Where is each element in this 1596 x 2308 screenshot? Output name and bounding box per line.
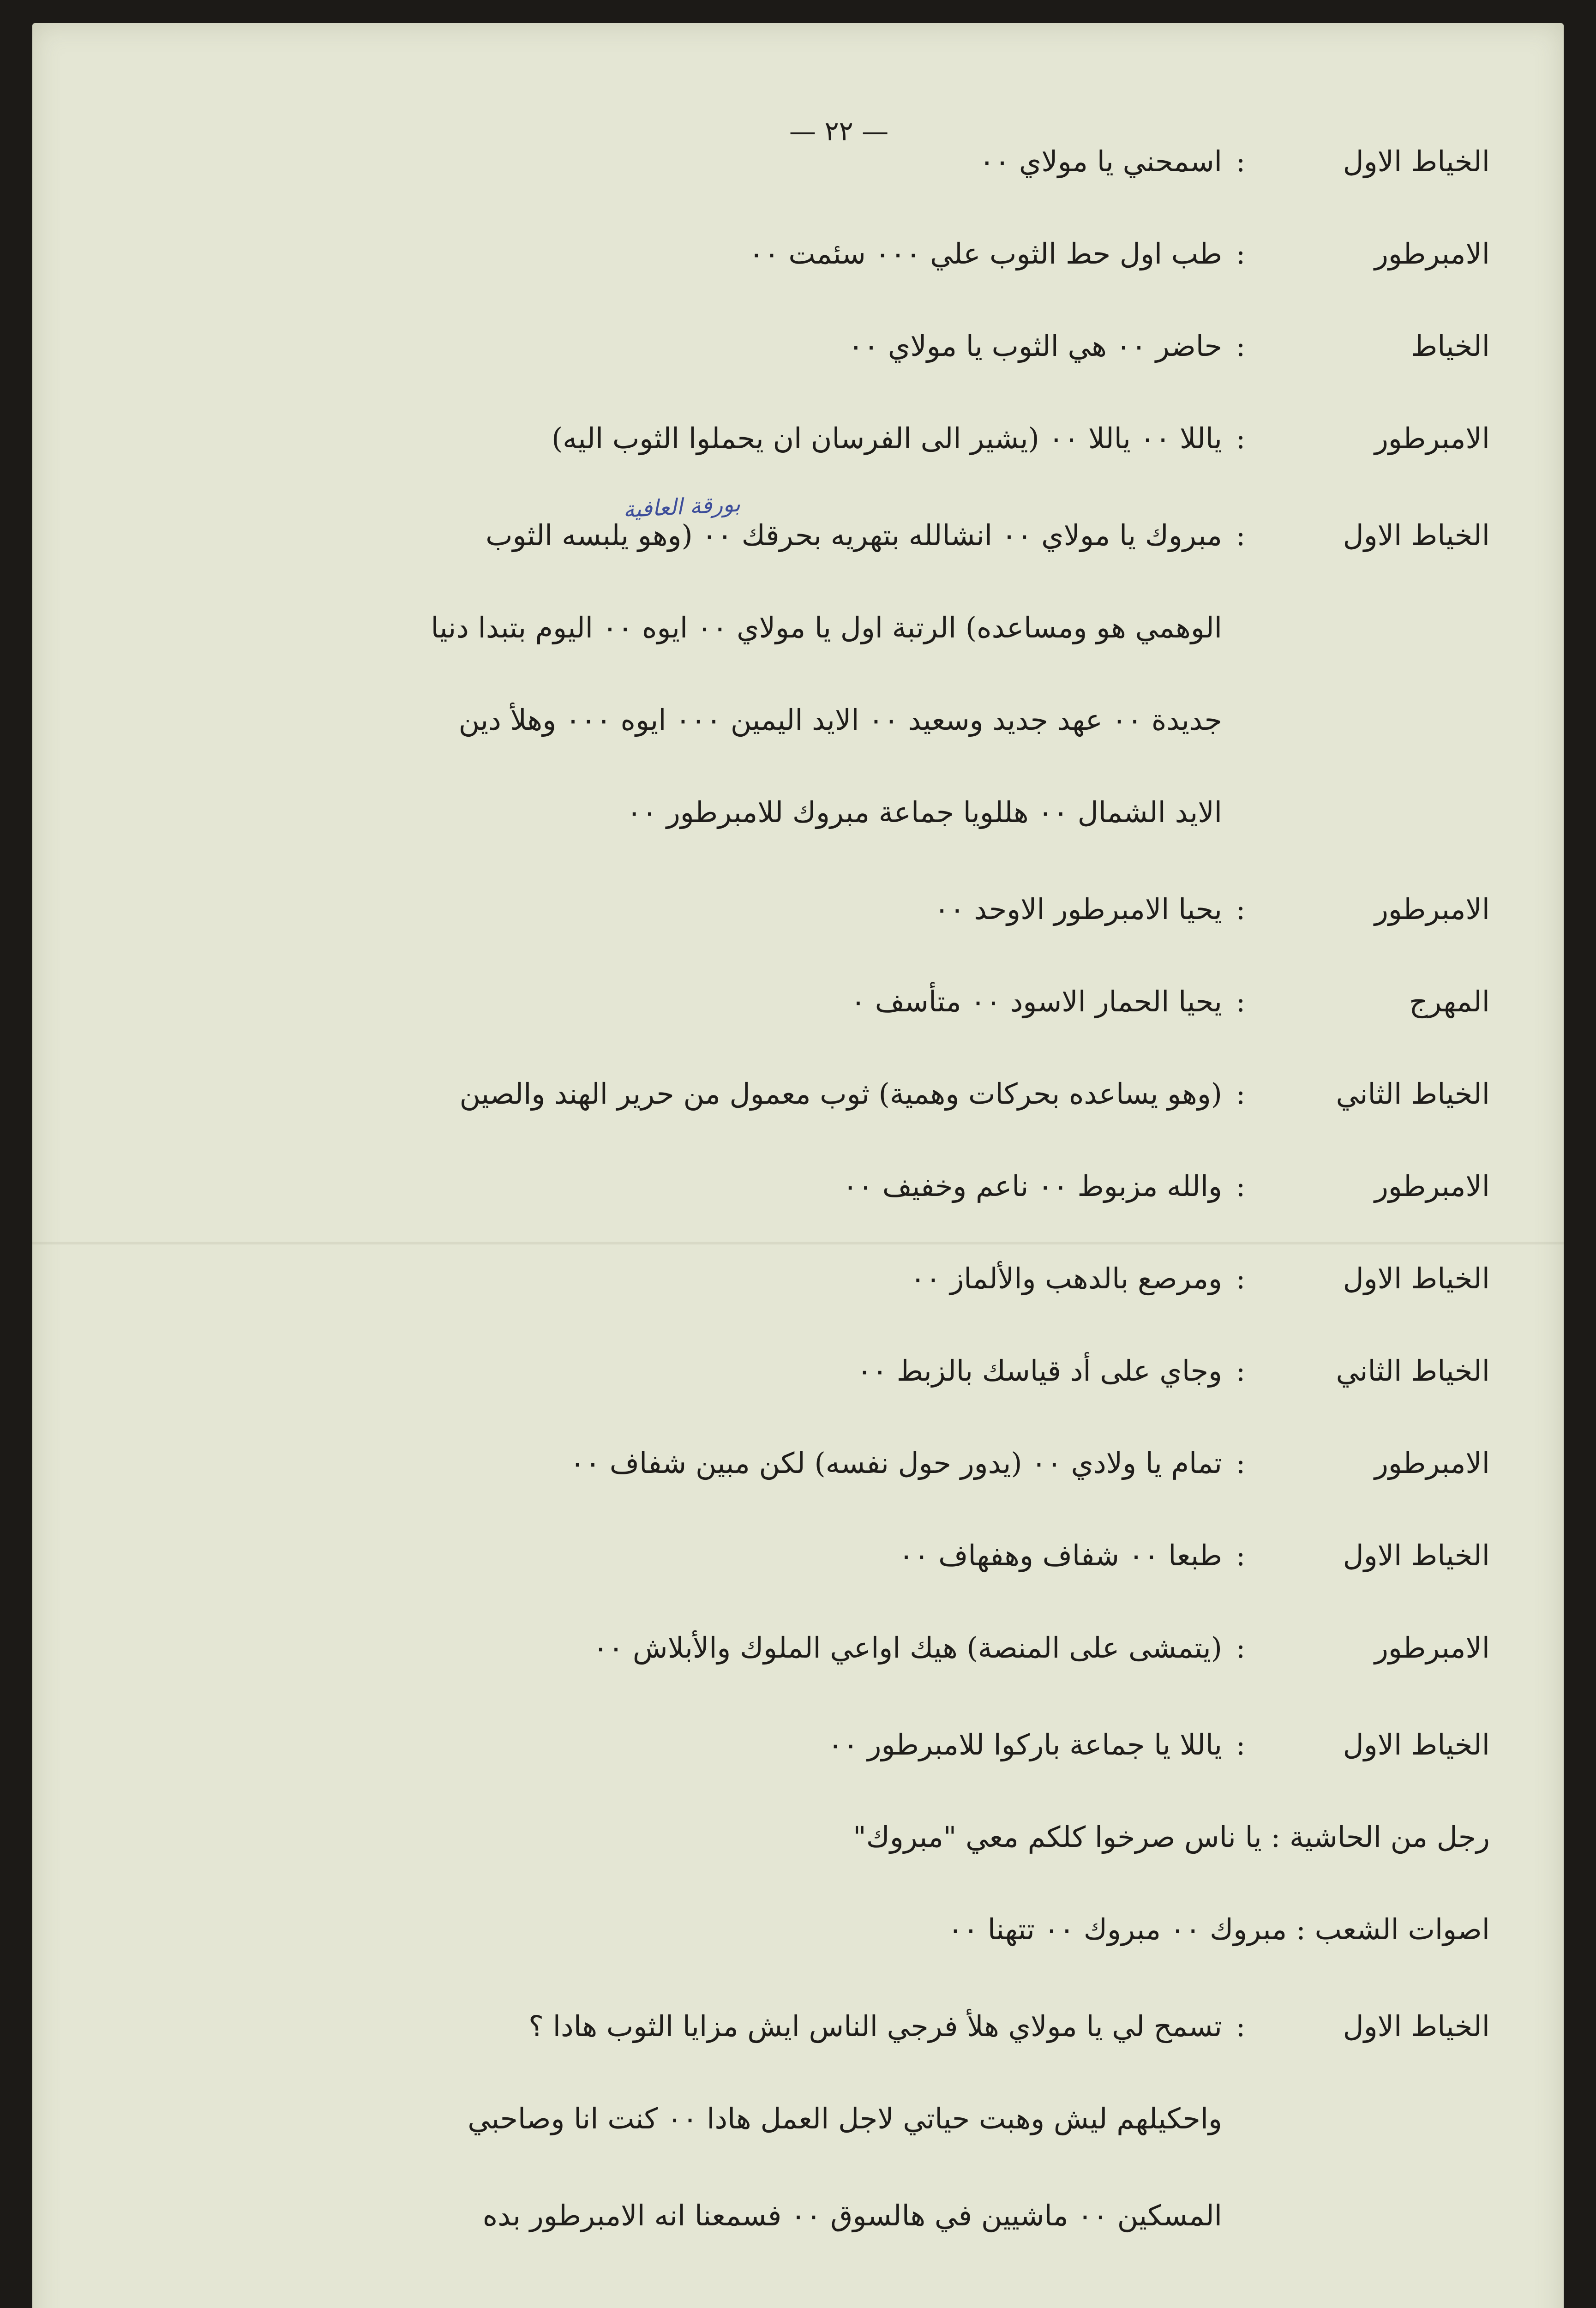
dialogue-text: ومرصع بالدهب والألماز ٠٠ [910, 1262, 1222, 1295]
script-line [32, 1251, 1564, 1306]
dialogue-text: ياللا ٠٠ ياللا ٠٠ (يشير الى الفرسان ان يحملوا الثوب اليه) [551, 421, 1222, 455]
paper-fold [32, 1242, 1564, 1244]
colon: : [1236, 421, 1246, 455]
dialogue-text: طب اول حط الثوب علي ٠٠٠ سئمت ٠٠ [749, 237, 1222, 270]
colon: : [1236, 2009, 1246, 2043]
dialogue-text: يحيا الامبرطور الاوحد ٠٠ [934, 892, 1222, 926]
script-line-continuation [32, 2188, 1564, 2243]
dialogue-text: وجاي على أد قياسك بالزبط ٠٠ [857, 1354, 1222, 1388]
speaker-name: المهرج [1409, 985, 1490, 1018]
speaker-name: الخياط الاول [1343, 1539, 1490, 1572]
script-line [32, 974, 1564, 1029]
dialogue-text: (يتمشى على المنصة) هيك اواعي الملوك والأبلاش ٠٠ [593, 1631, 1222, 1665]
document-page [32, 23, 1564, 2308]
dialogue-text: طبعا ٠٠ شفاف وهفهاف ٠٠ [898, 1539, 1222, 1572]
script-line [32, 1066, 1564, 1122]
speaker-name: الخياط [1410, 329, 1490, 363]
speaker-name: الخياط الاول [1343, 1262, 1490, 1295]
colon: : [1236, 1262, 1246, 1295]
speaker-name: الامبرطور [1374, 1631, 1490, 1665]
dialogue-text: والله مزبوط ٠٠ ناعم وخفيف ٠٠ [842, 1169, 1222, 1203]
colon: : [1236, 1539, 1246, 1572]
colon: : [1236, 985, 1246, 1018]
speaker-name: الخياط الاول [1343, 1728, 1490, 1761]
colon: : [1236, 237, 1246, 270]
script-line-continuation [32, 2091, 1564, 2146]
colon: : [1236, 144, 1246, 178]
speaker-name: الخياط الثاني [1336, 1354, 1490, 1388]
colon: : [1236, 1631, 1246, 1665]
script-line [32, 1809, 1564, 1865]
colon: : [1236, 1728, 1246, 1761]
speaker-name: الخياط الاول [1343, 518, 1490, 552]
dialogue-text: تمام يا ولادي ٠٠ (يدور حول نفسه) لكن مبين شفاف ٠٠ [570, 1446, 1222, 1480]
colon: : [1236, 1077, 1246, 1111]
script-line [32, 882, 1564, 937]
handwritten-annotation: بورقة العافية [622, 491, 741, 523]
dialogue-text: مبروك يا مولاي ٠٠ انشالله بتهريه بحرقك ٠٠ (وهو يلبسه الثوب [486, 518, 1222, 552]
script-line [32, 1717, 1564, 1773]
dialogue-text: يحيا الحمار الاسود ٠٠ متأسف ٠ [850, 985, 1222, 1018]
colon: : [1236, 518, 1246, 552]
speaker-name: الامبرطور [1374, 421, 1490, 455]
colon: : [1236, 892, 1246, 926]
script-line [32, 1343, 1564, 1399]
script-line [32, 1902, 1564, 1957]
script-line [32, 1436, 1564, 1491]
script-line [32, 1999, 1564, 2054]
script-line [32, 134, 1564, 189]
dialogue-text: الوهمي هو ومساعده) الرتبة اول يا مولاي ٠٠ ايوه ٠٠ اليوم بتبدا دنيا [431, 611, 1222, 644]
page-number: — ٢٢ — [789, 115, 889, 147]
script-line [32, 226, 1564, 282]
colon: : [1236, 1446, 1246, 1480]
dialogue-text: حاضر ٠٠ هي الثوب يا مولاي ٠٠ [848, 329, 1222, 363]
dialogue-text: جديدة ٠٠ عهد جديد وسعيد ٠٠ الايد اليمين ٠٠٠ ايوه ٠٠٠ وهلأ دين [458, 703, 1222, 737]
speaker-name: الامبرطور [1374, 1169, 1490, 1203]
script-line [32, 508, 1564, 563]
colon: : [1236, 1169, 1246, 1203]
script-line [32, 1528, 1564, 1583]
colon: : [1236, 329, 1246, 363]
speaker-name: الخياط الثاني [1336, 1077, 1490, 1111]
script-line-continuation [32, 692, 1564, 748]
dialogue-text: اصوات الشعب : مبروك ٠٠ مبروك ٠٠ تتهنا ٠٠ [948, 1912, 1490, 1946]
script-line [32, 319, 1564, 374]
speaker-name: الامبرطور [1374, 237, 1490, 270]
script-line [32, 1159, 1564, 1214]
speaker-name: الامبرطور [1374, 892, 1490, 926]
script-line-continuation [32, 785, 1564, 840]
dialogue-text: المسكين ٠٠ ماشيين في هالسوق ٠٠ فسمعنا انه الامبرطور بده [482, 2199, 1222, 2232]
dialogue-text: (وهو يساعده بحركات وهمية) ثوب معمول من حرير الهند والصين [459, 1077, 1222, 1111]
speaker-name: الامبرطور [1374, 1446, 1490, 1480]
speaker-name: الخياط الاول [1343, 144, 1490, 178]
colon: : [1236, 1354, 1246, 1388]
dialogue-text: ياللا يا جماعة باركوا للامبرطور ٠٠ [828, 1728, 1222, 1761]
dialogue-text: تسمح لي يا مولاي هلأ فرجي الناس ايش مزايا الثوب هادا ؟ [528, 2009, 1222, 2043]
speaker-name: الخياط الاول [1343, 2009, 1490, 2043]
dialogue-text: الايد الشمال ٠٠ هللويا جماعة مبروك للامبرطور ٠٠ [626, 795, 1222, 829]
dialogue-text: رجل من الحاشية : يا ناس صرخوا كلكم معي "مبروك" [853, 1820, 1490, 1854]
script-line [32, 1620, 1564, 1676]
dialogue-text: اسمحني يا مولاي ٠٠ [979, 144, 1222, 178]
script-line [32, 411, 1564, 466]
dialogue-text: واحكيلهم ليش وهبت حياتي لاجل العمل هادا ٠٠ كنت انا وصاحبي [468, 2102, 1222, 2135]
script-line-continuation [32, 600, 1564, 655]
